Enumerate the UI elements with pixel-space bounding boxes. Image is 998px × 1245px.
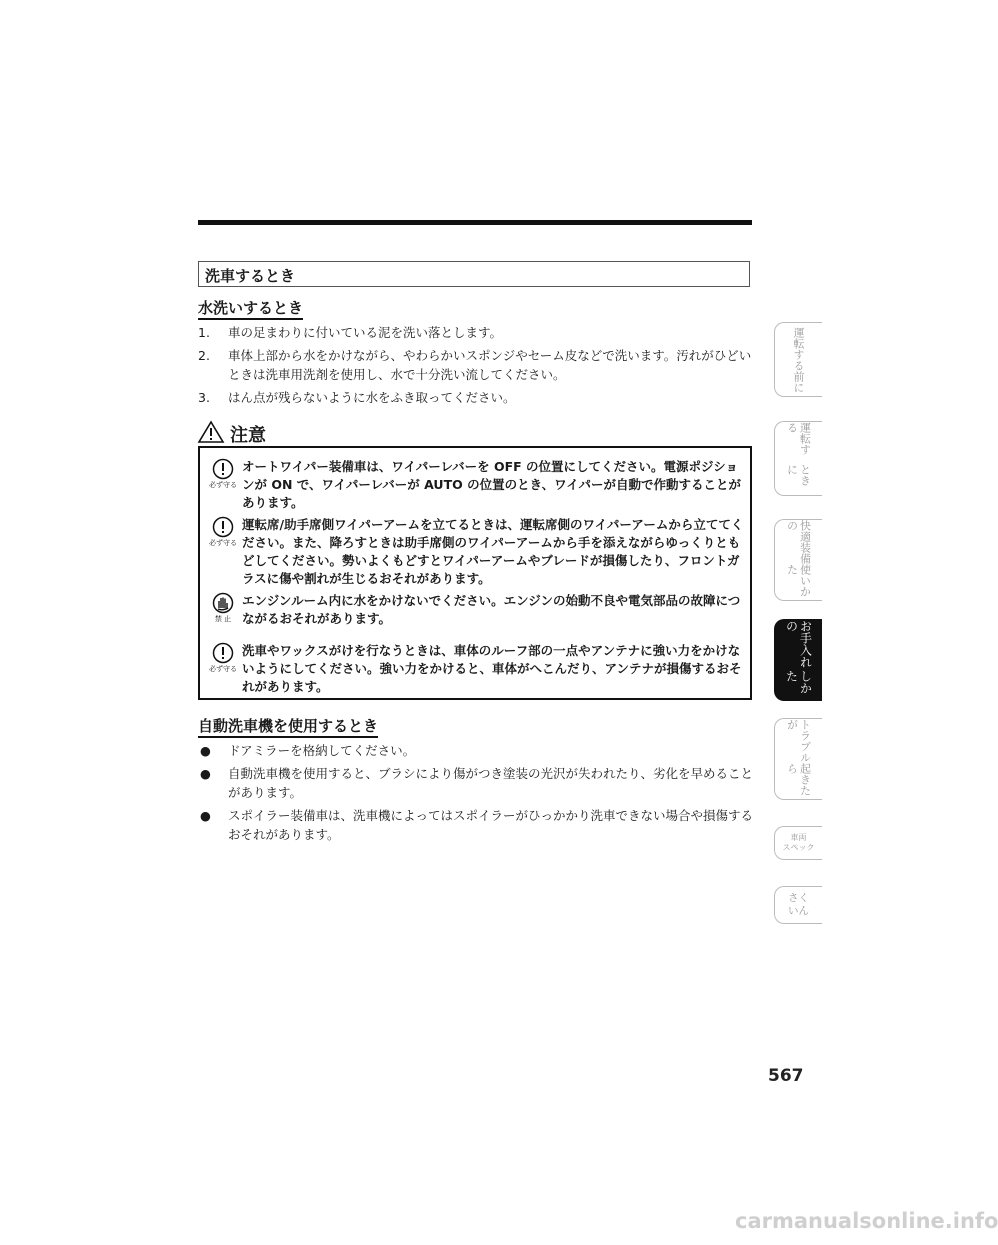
subsection-heading-auto-wash: 自動洗車機を使用するとき (198, 716, 378, 738)
tab-line: さく (788, 892, 809, 904)
bullet-text: ドアミラーを格納してください。 (228, 743, 416, 758)
mandatory-icon (206, 458, 240, 489)
step-text: 車の足まわりに付いている泥を洗い落とします。 (228, 325, 503, 340)
caution-text: 運転席/助手席側ワイパーアームを立てるときは、運転席側のワイパーアームから立ててください。また、降ろすときは助手席側のワイパーアームから手を添えながらゆっくりともどしてください。勢いよくもどすとワイパーアームやブレードが損傷したり、フロントガラスに傷や割れが生じるおそれがあります。 (242, 517, 744, 586)
top-rule (198, 220, 752, 225)
tab-vehicle-specs[interactable] (774, 826, 822, 860)
caution-text: オートワイパー装備車は、ワイパーレバーを OFF の位置にしてください。電源ポジションが ON で、ワイパーレバーが AUTO の位置のとき、ワイパーが自動で作動することがあります。 (242, 459, 741, 510)
step-text: 車体上部から水をかけながら、やわらかいスポンジやセーム皮などで洗います。汚れがひどいときは洗車用洗剤を使用し、水で十分洗い流してください。 (228, 348, 752, 382)
section-header (198, 261, 750, 287)
tab-while-driving[interactable] (774, 421, 822, 496)
tab-troubleshooting[interactable] (774, 718, 822, 800)
icon-label: 禁 止 (214, 615, 232, 623)
icon-label: 必ず守る (209, 539, 237, 547)
tab-line: 車両 (790, 833, 807, 842)
tab-line: ときに (785, 463, 812, 486)
tab-before-driving[interactable] (774, 322, 822, 397)
caution-box (198, 446, 752, 700)
mandatory-icon (206, 642, 240, 673)
tab-line: いん (788, 905, 809, 917)
tab-line: 運転する (785, 422, 812, 455)
watermark: carmanualsonline.info (735, 1209, 998, 1233)
step-number: 3. (198, 390, 210, 405)
steps-list (198, 323, 758, 411)
tab-comfort-equipment[interactable] (774, 519, 822, 601)
caution-text: エンジンルーム内に水をかけないでください。エンジンの始動不良や電気部品の故障につながるおそれがあります。 (242, 593, 741, 626)
bullet-text: スポイラー装備車は、洗車機によってはスポイラーがひっかかり洗車できない場合や損傷するおそれがあります。 (228, 808, 754, 842)
step-number: 1. (198, 325, 210, 340)
caution-title: 注意 (230, 425, 266, 446)
bullet-list (198, 741, 758, 848)
tab-maintenance[interactable] (774, 619, 822, 701)
tab-line: 使いかた (785, 564, 812, 598)
subsection-heading-wash: 水洗いするとき (198, 298, 303, 320)
bullet-dot: ● (200, 808, 211, 823)
bullet-text: 自動洗車機を使用すると、ブラシにより傷がつき塗装の光沢が失われたり、劣化を早めることがあります。 (228, 766, 754, 800)
tab-line: スペック (782, 843, 815, 852)
bullet-dot: ● (200, 766, 211, 781)
tab-line: 起きたら (785, 763, 812, 797)
list-item (198, 741, 758, 760)
tab-line: お手入れの (784, 620, 813, 668)
bullet-dot: ● (200, 743, 211, 758)
section-title: 洗車するとき (205, 267, 296, 285)
step-text: はん点が残らないように水をふき取ってください。 (228, 390, 516, 405)
tab-line: トラブルが (785, 719, 812, 763)
icon-label: 必ず守る (209, 665, 237, 673)
tab-line: しかた (784, 670, 813, 694)
caution-text: 洗車やワックスがけを行なうときは、車体のルーフ部の一点やアンテナに強い力をかけないようにしてください。強い力をかけると、車体がへこんだり、アンテナが損傷するおそれがあります。 (242, 643, 742, 694)
step-item (198, 388, 758, 407)
tab-line: 快適装備の (785, 520, 812, 564)
prohibited-hand-icon (206, 592, 240, 623)
list-item (198, 806, 758, 844)
step-number: 2. (198, 348, 210, 363)
mandatory-icon (206, 516, 240, 547)
step-item (198, 323, 758, 342)
tab-line: 前に (792, 370, 805, 393)
tab-line: 運転する (792, 326, 805, 371)
warning-triangle-icon (198, 421, 224, 443)
step-item (198, 346, 758, 384)
list-item (198, 764, 758, 802)
page-number: 567 (768, 1066, 804, 1086)
tab-index[interactable] (774, 886, 822, 924)
icon-label: 必ず守る (209, 481, 237, 489)
